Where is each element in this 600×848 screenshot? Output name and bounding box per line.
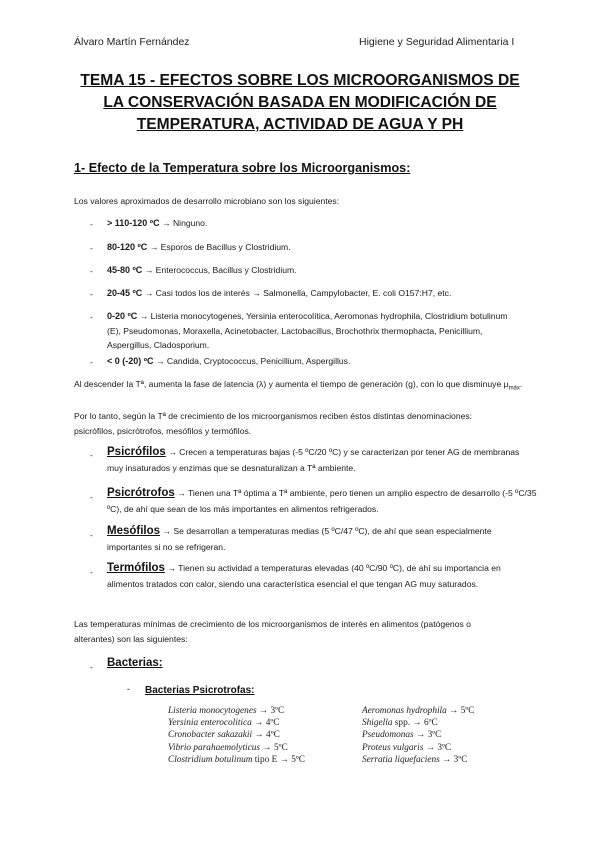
bullet-marker: - xyxy=(90,219,93,229)
bullet-marker: - xyxy=(90,492,93,502)
organism-type-item: Mesófilos → Se desarrollan a temperaturas medias (5 ºC/47 ºC), de ahí que sean especialmente importantes si no se refrigeran. xyxy=(107,525,492,552)
min-temp-item: Cronobacter sakazakii → 4ºC xyxy=(168,730,280,741)
temp-range-item: > 110-120 ºC → Ninguno. xyxy=(107,218,208,228)
title-line: TEMA 15 - EFECTOS SOBRE LOS MICROORGANISMOS DE xyxy=(80,72,520,89)
document-title xyxy=(40,70,560,136)
temp-range-item: 45-80 ºC → Enterococcus, Bacillus y Clostridium. xyxy=(107,265,297,275)
min-temp-item: Yersinia enterocolitica → 4ºC xyxy=(168,718,280,729)
organism-type-item: Psicrófilos → Crecen a temperaturas bajas (-5 ºC/20 ºC) y se caracterizan por tener AG de membranas muy insaturados y enzimas que se desnaturalizan a Tª ambiente. xyxy=(107,446,520,473)
temp-range-item: < 0 (-20) ºC → Candida, Cryptococcus, Penicillium, Aspergillus. xyxy=(107,356,351,366)
names-paragraph: Por lo tanto, según la Tª de crecimiento de los microorganismos reciben éstos distintas denominaciones: psicrófilos, psicrótrofos, mesófilos y termófilos. xyxy=(74,411,473,436)
bullet-marker: - xyxy=(90,450,93,460)
bullet-marker: - xyxy=(90,530,93,540)
header-author: Álvaro Martín Fernández xyxy=(74,36,190,48)
title-line: TEMPERATURA, ACTIVIDAD DE AGUA Y PH xyxy=(136,116,464,133)
bullet-marker: - xyxy=(90,357,93,367)
min-temp-item: Pseudomonas → 3ºC xyxy=(362,730,442,741)
min-temp-list-right xyxy=(362,705,474,766)
temp-range-item: 20-45 ºC → Casi todos los de interés → Salmonella, Campylobacter, E. coli O157:H7, etc. xyxy=(107,288,452,298)
bullet-marker: - xyxy=(127,684,130,694)
bullet-marker: - xyxy=(90,567,93,577)
title-line: LA CONSERVACIÓN BASADA EN MODIFICACIÓN DE xyxy=(103,94,497,111)
intro-text: Los valores aproximados de desarrollo microbiano son los siguientes: xyxy=(74,196,340,206)
organism-type-item: Psicrótrofos → Tienen una Tª óptima a Tª ambiente, pero tienen un amplio espectro de desarrollo (-5 ºC/35 ºC), de ahí que sean de los más importantes en alimentos refrigerados. xyxy=(107,487,537,514)
min-temps-paragraph: Las temperaturas mínimas de crecimiento de los microorganismos de interés en alimentos (patógenos o alterantes) son las siguientes: xyxy=(74,619,471,644)
min-temp-list-left xyxy=(168,705,305,766)
psychrotroph-heading: Bacterias Psicrotrofas: xyxy=(145,685,255,696)
temp-range-item: 80-120 ºC → Esporos de Bacillus y Clostridium. xyxy=(107,242,291,252)
min-temp-item: Shigella spp. → 6ºC xyxy=(362,718,438,729)
min-temp-item: Proteus vulgaris → 3ºC xyxy=(362,742,452,753)
min-temp-item: Clostridium botulinum tipo E → 5ºC xyxy=(168,754,305,765)
bullet-marker: - xyxy=(90,243,93,253)
header-subject: Higiene y Seguridad Alimentaria I xyxy=(359,36,515,48)
min-temp-item: Aeromonas hydrophila → 5ºC xyxy=(362,706,475,716)
bullet-marker: - xyxy=(90,289,93,299)
bullet-marker: - xyxy=(90,266,93,276)
min-temp-item: Serratia liquefaciens → 3ºC xyxy=(362,754,468,765)
section-heading: 1- Efecto de la Temperatura sobre los Microorganismos: xyxy=(74,161,411,175)
latency-paragraph: Al descender la Tª, aumenta la fase de latencia (λ) y aumenta el tiempo de generación (g), con lo que disminuye $\mu_{máx}$. xyxy=(74,379,523,392)
temp-range-item: 0-20 ºC → Listeria monocytogenes, Yersinia enterocolítica, Aeromonas hydrophila, Clostridium botulinum (E), Pseudomonas, Moraxella, Acinetobacter, Lactobacillus, Brochothrix thermophacta, Penicillium, Aspergillus, Cladosporium. xyxy=(107,311,508,350)
bullet-marker: - xyxy=(90,662,93,672)
min-temp-item: Listeria monocytogenes → 3ºC xyxy=(168,706,285,716)
bullet-marker: - xyxy=(90,312,93,322)
min-temp-item: Vibrio parahaemolyticus → 5ºC xyxy=(168,742,288,753)
organism-type-item: Termófilos → Tienen su actividad a temperaturas elevadas (40 ºC/90 ºC), de ahí su importancia en alimentos tratados con calor, siendo una característica esencial el que tengan AG muy saturados. xyxy=(107,562,501,589)
bacteria-heading: Bacterias: xyxy=(107,657,163,669)
